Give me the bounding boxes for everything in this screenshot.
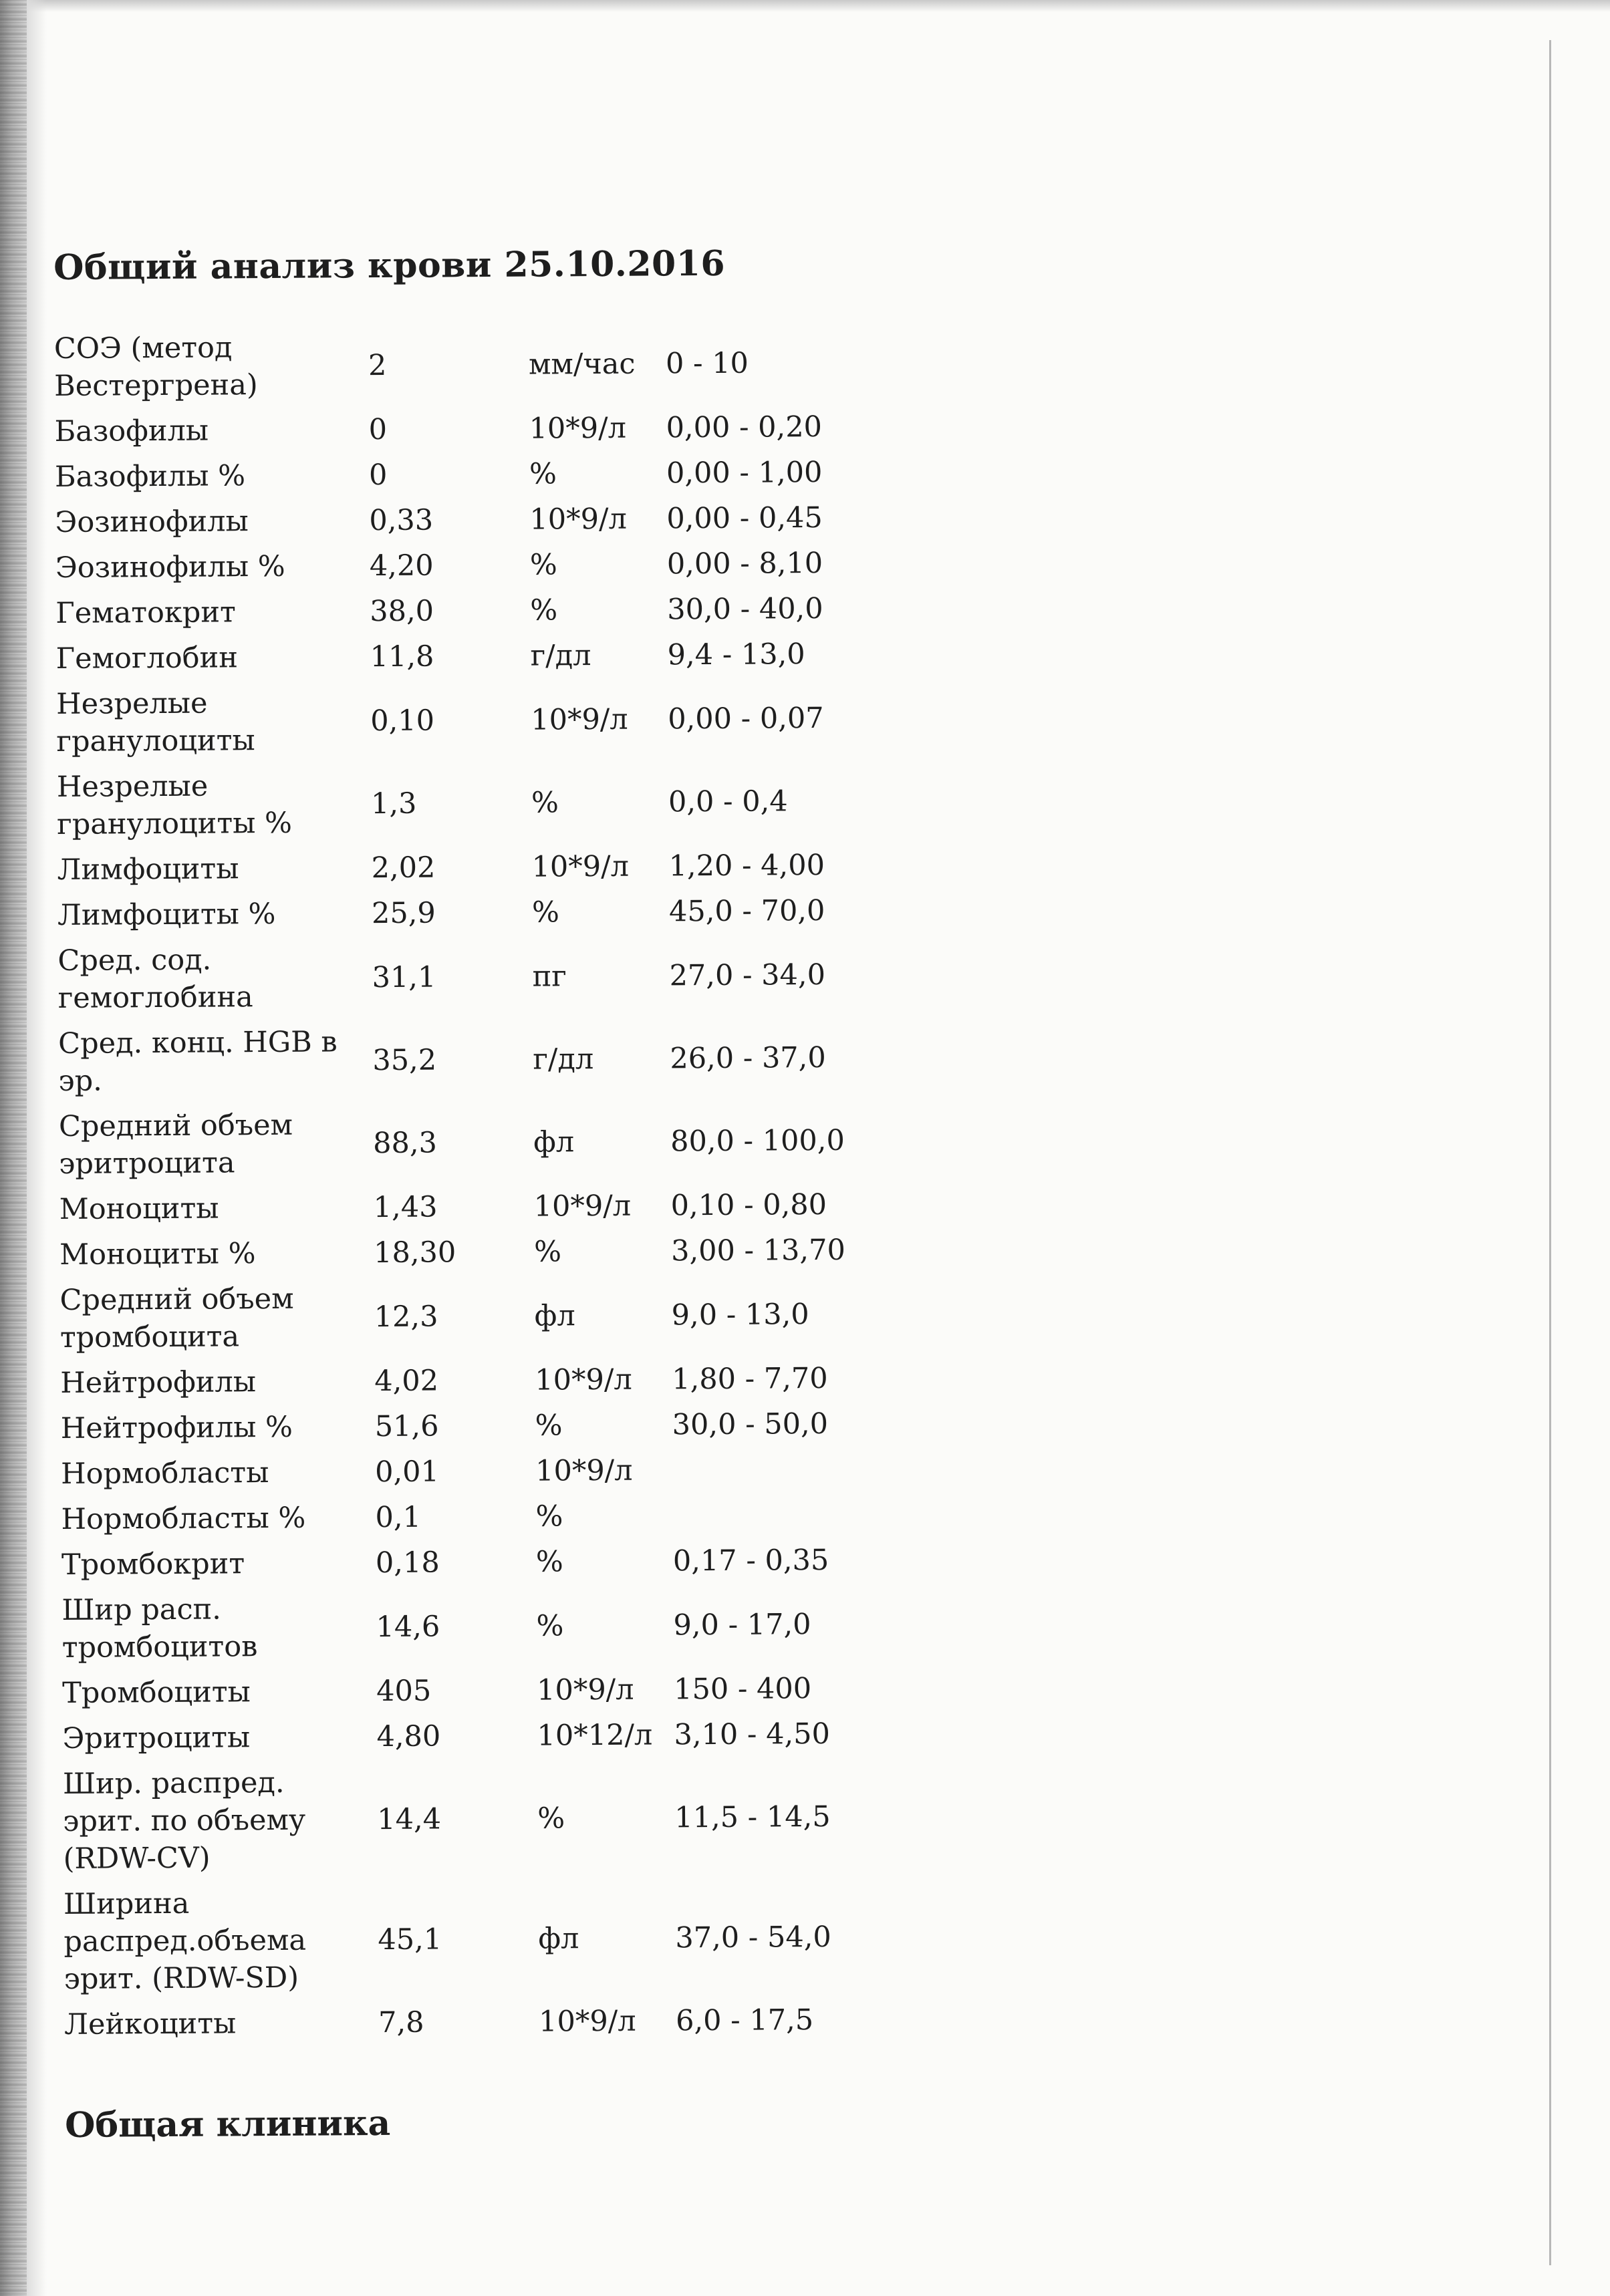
result-value: 0,33 xyxy=(369,503,434,538)
result-value: 4,02 xyxy=(374,1364,439,1399)
reference-range: 0,00 - 0,20 xyxy=(666,410,823,445)
result-row xyxy=(55,540,938,591)
result-unit: 10*9/л xyxy=(529,502,627,537)
result-name: Нейтрофилы % xyxy=(60,1410,293,1445)
reference-range: 9,0 - 13,0 xyxy=(671,1298,809,1332)
result-value: 18,30 xyxy=(373,1236,456,1270)
result-row xyxy=(61,1537,944,1588)
result-name: Нормобласты xyxy=(61,1456,269,1491)
reference-range: 0,00 - 0,07 xyxy=(668,701,824,736)
result-row xyxy=(63,1876,946,2002)
result-name: Сред. конц. HGB в эр. xyxy=(58,1025,338,1098)
result-unit: мм/час xyxy=(528,347,636,382)
result-name: Ширина распред.объема эрит. (RDW-SD) xyxy=(63,1886,307,1996)
result-unit: 10*9/л xyxy=(533,1189,632,1224)
result-value: 14,6 xyxy=(376,1610,440,1644)
result-value: 2,02 xyxy=(371,851,436,885)
result-unit: фл xyxy=(533,1125,575,1159)
reference-range: 0,17 - 0,35 xyxy=(672,1543,829,1578)
result-unit: % xyxy=(537,1802,565,1836)
result-name: Эозинофилы xyxy=(55,505,249,539)
result-unit: пг xyxy=(532,960,567,994)
result-value: 4,80 xyxy=(376,1719,441,1754)
result-name: Базофилы xyxy=(54,414,209,448)
reference-range: 37,0 - 54,0 xyxy=(675,1920,831,1955)
result-value: 2 xyxy=(368,348,387,383)
reference-range: 30,0 - 40,0 xyxy=(667,591,823,627)
result-unit: фл xyxy=(534,1299,575,1333)
reference-range: 27,0 - 34,0 xyxy=(669,958,826,993)
reference-range: 0,10 - 0,80 xyxy=(670,1187,827,1223)
result-unit: 10*9/л xyxy=(531,702,628,737)
result-unit: 10*9/л xyxy=(531,849,630,884)
reference-range: 9,0 - 17,0 xyxy=(673,1608,811,1642)
result-name: Лейкоциты xyxy=(64,2007,237,2041)
section-title: Общая клиника xyxy=(64,2102,391,2146)
result-unit: 10*9/л xyxy=(536,1673,634,1707)
result-unit: % xyxy=(529,457,557,491)
reference-range: 1,80 - 7,70 xyxy=(672,1361,828,1397)
result-row xyxy=(59,1272,942,1360)
result-name: Шир расп. тромбоцитов xyxy=(61,1592,258,1665)
result-value: 4,20 xyxy=(369,549,434,583)
result-name: Сред. сод. гемоглобина xyxy=(57,943,253,1015)
result-row xyxy=(57,887,940,938)
result-name: Лимфоциты xyxy=(57,852,239,887)
result-name: Эозинофилы % xyxy=(55,549,285,585)
result-row xyxy=(55,449,937,500)
result-row xyxy=(55,631,938,682)
result-value: 1,43 xyxy=(373,1190,438,1225)
result-name: Нейтрофилы xyxy=(60,1365,257,1400)
result-value: 0,01 xyxy=(374,1455,440,1489)
reference-range: 6,0 - 17,5 xyxy=(676,2003,814,2038)
result-row xyxy=(59,1099,942,1187)
result-name: Незрелые гранулоциты xyxy=(55,686,255,758)
result-name: Тромбоциты xyxy=(62,1675,251,1710)
result-value: 0 xyxy=(368,458,388,492)
result-name: Моноциты % xyxy=(59,1237,256,1272)
reference-range xyxy=(673,1515,874,1516)
result-name: Нормобласты % xyxy=(61,1501,306,1536)
result-unit: % xyxy=(535,1545,563,1579)
result-row xyxy=(64,1997,946,2047)
result-row xyxy=(57,933,940,1021)
reference-range: 3,00 - 13,70 xyxy=(670,1233,846,1268)
result-row xyxy=(55,585,938,636)
result-value: 51,6 xyxy=(374,1409,439,1444)
reference-range: 0,00 - 8,10 xyxy=(666,546,823,581)
result-value: 88,3 xyxy=(372,1126,438,1161)
reference-range: 11,5 - 14,5 xyxy=(674,1800,831,1835)
result-row xyxy=(61,1446,943,1497)
result-value: 14,4 xyxy=(377,1802,442,1837)
result-row xyxy=(63,1756,946,1882)
result-row xyxy=(56,676,939,764)
reference-range: 9,4 - 13,0 xyxy=(667,637,805,672)
result-row xyxy=(62,1665,944,1716)
reference-range xyxy=(672,1469,873,1471)
result-unit: 10*12/л xyxy=(537,1718,653,1753)
result-value: 0,1 xyxy=(375,1500,422,1535)
result-value: 35,2 xyxy=(372,1043,437,1078)
result-value: 45,1 xyxy=(378,1922,442,1957)
result-value: 405 xyxy=(376,1674,432,1709)
result-value: 31,1 xyxy=(372,960,436,995)
reference-range: 26,0 - 37,0 xyxy=(670,1040,826,1076)
result-unit: фл xyxy=(538,1922,579,1956)
result-row xyxy=(59,1181,942,1232)
result-unit: г/дл xyxy=(530,639,591,673)
result-unit: % xyxy=(536,1609,564,1643)
result-unit: % xyxy=(533,1235,562,1269)
result-value: 25,9 xyxy=(371,896,436,931)
result-unit: % xyxy=(529,548,557,582)
result-unit: % xyxy=(535,1409,563,1443)
reference-range: 3,10 - 4,50 xyxy=(674,1717,831,1752)
result-unit: % xyxy=(531,786,559,820)
result-row xyxy=(60,1355,942,1406)
reference-range: 0,00 - 0,45 xyxy=(666,500,823,536)
result-unit: % xyxy=(530,593,558,627)
result-row xyxy=(61,1582,944,1671)
result-name: Моноциты xyxy=(59,1191,219,1226)
reference-range: 30,0 - 50,0 xyxy=(672,1407,829,1442)
result-row xyxy=(61,1401,943,1451)
result-value: 0,10 xyxy=(370,704,435,738)
result-row xyxy=(54,321,937,409)
result-name: Гемоглобин xyxy=(55,641,239,676)
reference-range: 0,0 - 0,4 xyxy=(668,784,788,819)
result-unit: % xyxy=(531,895,560,929)
reference-range: 0 - 10 xyxy=(665,346,749,381)
result-value: 38,0 xyxy=(370,594,434,629)
result-unit: 10*9/л xyxy=(529,411,627,446)
result-name: Базофилы % xyxy=(54,459,246,494)
result-name: Тромбокрит xyxy=(61,1547,245,1582)
result-name: Средний объем тромбоцита xyxy=(59,1282,294,1354)
result-value: 12,3 xyxy=(374,1300,438,1334)
result-name: Лимфоциты % xyxy=(57,897,276,932)
result-row xyxy=(55,494,937,545)
result-name: Незрелые гранулоциты % xyxy=(56,769,293,841)
result-value: 0,18 xyxy=(375,1546,440,1580)
result-value: 1,3 xyxy=(370,786,417,821)
result-value: 11,8 xyxy=(370,639,434,674)
result-name: Эритроциты xyxy=(62,1721,251,1755)
result-unit: 10*9/л xyxy=(535,1362,632,1397)
reference-range: 150 - 400 xyxy=(673,1672,812,1707)
result-unit: г/дл xyxy=(533,1042,594,1077)
result-row xyxy=(57,759,940,847)
result-row xyxy=(58,1016,941,1104)
result-row xyxy=(61,1491,943,1542)
result-value: 0 xyxy=(368,412,388,447)
reference-range: 80,0 - 100,0 xyxy=(670,1123,845,1159)
result-row xyxy=(54,404,936,454)
results-table xyxy=(54,321,947,2047)
reference-range: 45,0 - 70,0 xyxy=(668,893,825,929)
result-name: Средний объем эритроцита xyxy=(58,1108,293,1181)
result-name: Гематокрит xyxy=(55,595,236,630)
result-row xyxy=(57,842,939,893)
result-unit: % xyxy=(535,1499,563,1534)
reference-range: 0,00 - 1,00 xyxy=(666,455,823,490)
result-row xyxy=(59,1227,942,1278)
result-unit: 10*9/л xyxy=(539,2004,636,2039)
result-value: 7,8 xyxy=(378,2005,424,2040)
reference-range: 1,20 - 4,00 xyxy=(668,848,825,883)
page-title: Общий анализ крови 25.10.2016 xyxy=(53,243,726,288)
result-name: СОЭ (метод Вестергрена) xyxy=(53,331,258,403)
result-unit: 10*9/л xyxy=(535,1453,633,1488)
result-name: Шир. распред. эрит. по объему (RDW-CV) xyxy=(62,1765,306,1876)
result-row xyxy=(62,1711,944,1761)
